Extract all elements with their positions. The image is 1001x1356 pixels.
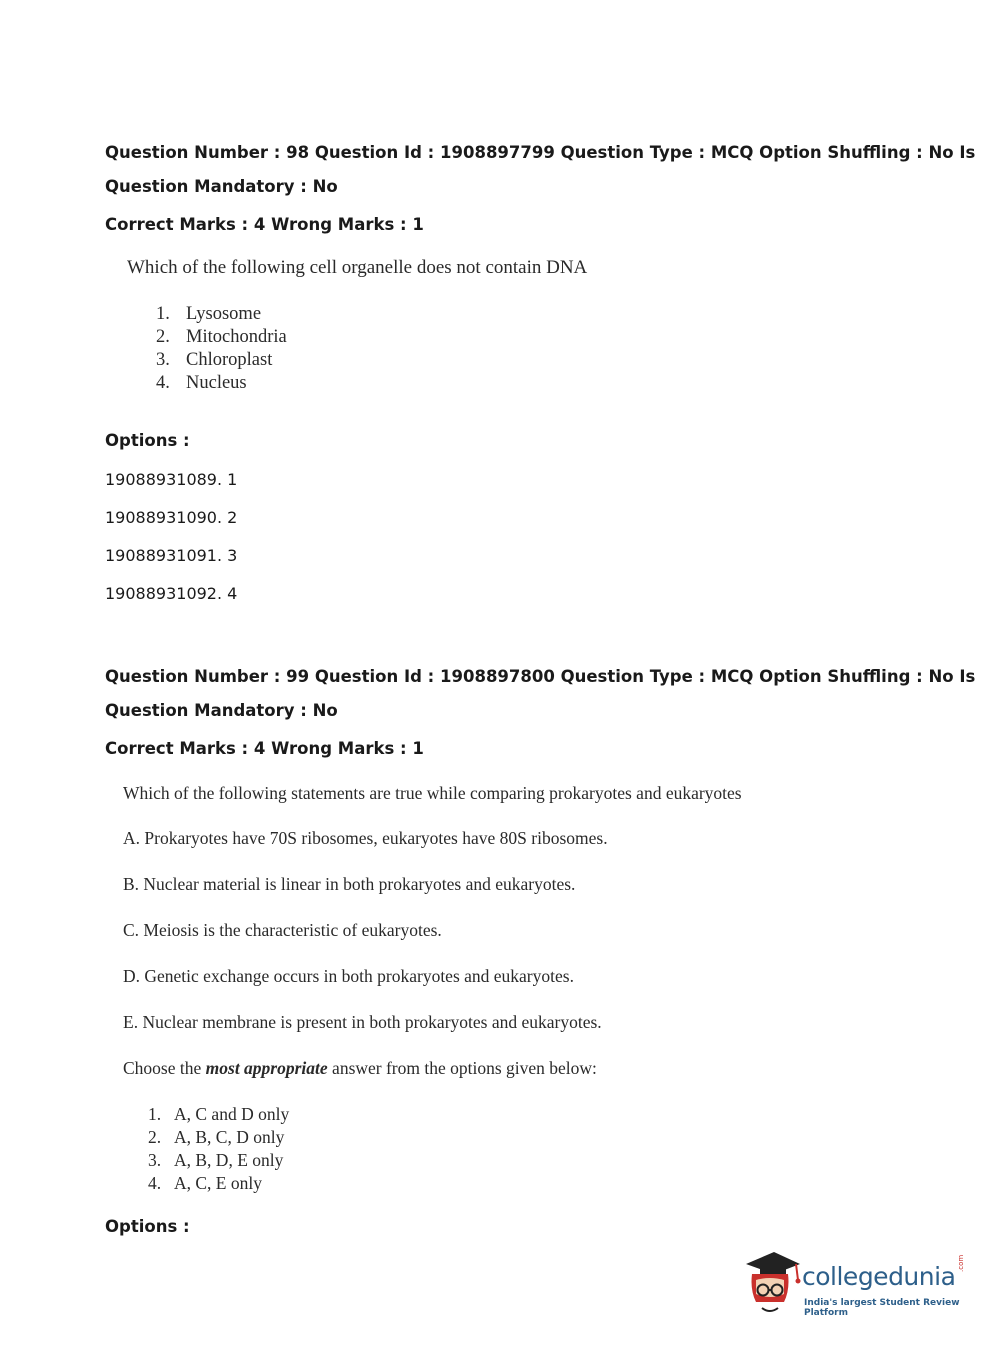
q99-statement-a: A. Prokaryotes have 70S ribosomes, eukaryotes have 80S ribosomes. xyxy=(123,828,608,848)
q99-header-line2: Question Mandatory : No xyxy=(105,701,338,720)
q98-choice-4 xyxy=(156,373,247,394)
q99-marks: Correct Marks : 4 Wrong Marks : 1 xyxy=(105,739,424,758)
q99-question-text: Which of the following statements are true while comparing prokaryotes and eukaryotes xyxy=(123,783,742,803)
q99-instruction xyxy=(123,1058,597,1079)
q98-option-1: 19088931089. 1 xyxy=(105,470,238,489)
q98-marks: Correct Marks : 4 Wrong Marks : 1 xyxy=(105,215,424,234)
brand-tagline: India's largest Student Review Platform xyxy=(804,1298,960,1318)
choice-text: Nucleus xyxy=(186,373,247,393)
q98-question-text: Which of the following cell organelle does not contain DNA xyxy=(127,257,588,278)
q98-header-line1: Question Number : 98 Question Id : 1908897799 Question Type : MCQ Option Shuffling : No Is xyxy=(105,143,976,162)
instruction-emphasis: most appropriate xyxy=(205,1058,328,1078)
q99-choice-1 xyxy=(148,1104,289,1125)
choice-number: 4. xyxy=(156,373,170,393)
brand-domain-suffix: .com xyxy=(957,1254,965,1272)
choice-text: A, B, D, E only xyxy=(174,1150,284,1170)
choice-text: Chloroplast xyxy=(186,350,273,370)
q98-option-2: 19088931090. 2 xyxy=(105,508,238,527)
q98-choice-3 xyxy=(156,350,272,371)
choice-number: 2. xyxy=(148,1127,162,1147)
q99-header-line1: Question Number : 99 Question Id : 1908897800 Question Type : MCQ Option Shuffling : No Is xyxy=(105,667,976,686)
q98-header-line2: Question Mandatory : No xyxy=(105,177,338,196)
q98-choice-2 xyxy=(156,327,287,348)
choice-text: A, B, C, D only xyxy=(174,1127,285,1147)
q99-choice-2 xyxy=(148,1127,284,1148)
choice-number: 3. xyxy=(156,350,170,370)
collegedunia-logo xyxy=(740,1250,970,1320)
brand-name: collegedunia xyxy=(802,1262,956,1291)
choice-text: Lysosome xyxy=(186,304,262,324)
choice-number: 1. xyxy=(148,1104,162,1124)
choice-text: Mitochondria xyxy=(186,327,287,347)
q99-statement-e: E. Nuclear membrane is present in both prokaryotes and eukaryotes. xyxy=(123,1012,602,1032)
choice-number: 4. xyxy=(148,1173,162,1193)
choice-number: 1. xyxy=(156,304,170,324)
mascot-icon xyxy=(740,1250,802,1320)
choice-text: A, C and D only xyxy=(174,1104,290,1124)
q98-options-label: Options : xyxy=(105,431,190,450)
q99-statement-b: B. Nuclear material is linear in both prokaryotes and eukaryotes. xyxy=(123,874,576,894)
q98-option-4: 19088931092. 4 xyxy=(105,584,238,603)
choice-number: 3. xyxy=(148,1150,162,1170)
q99-options-label: Options : xyxy=(105,1217,190,1236)
choice-number: 2. xyxy=(156,327,170,347)
q99-statement-d: D. Genetic exchange occurs in both prokaryotes and eukaryotes. xyxy=(123,966,574,986)
instruction-pre: Choose the xyxy=(123,1058,206,1078)
q99-choice-4 xyxy=(148,1173,262,1194)
q98-choice-1 xyxy=(156,304,261,325)
q99-choice-3 xyxy=(148,1150,283,1171)
instruction-post: answer from the options given below: xyxy=(327,1058,597,1078)
choice-text: A, C, E only xyxy=(174,1173,262,1193)
q98-option-3: 19088931091. 3 xyxy=(105,546,238,565)
q99-statement-c: C. Meiosis is the characteristic of eukaryotes. xyxy=(123,920,442,940)
